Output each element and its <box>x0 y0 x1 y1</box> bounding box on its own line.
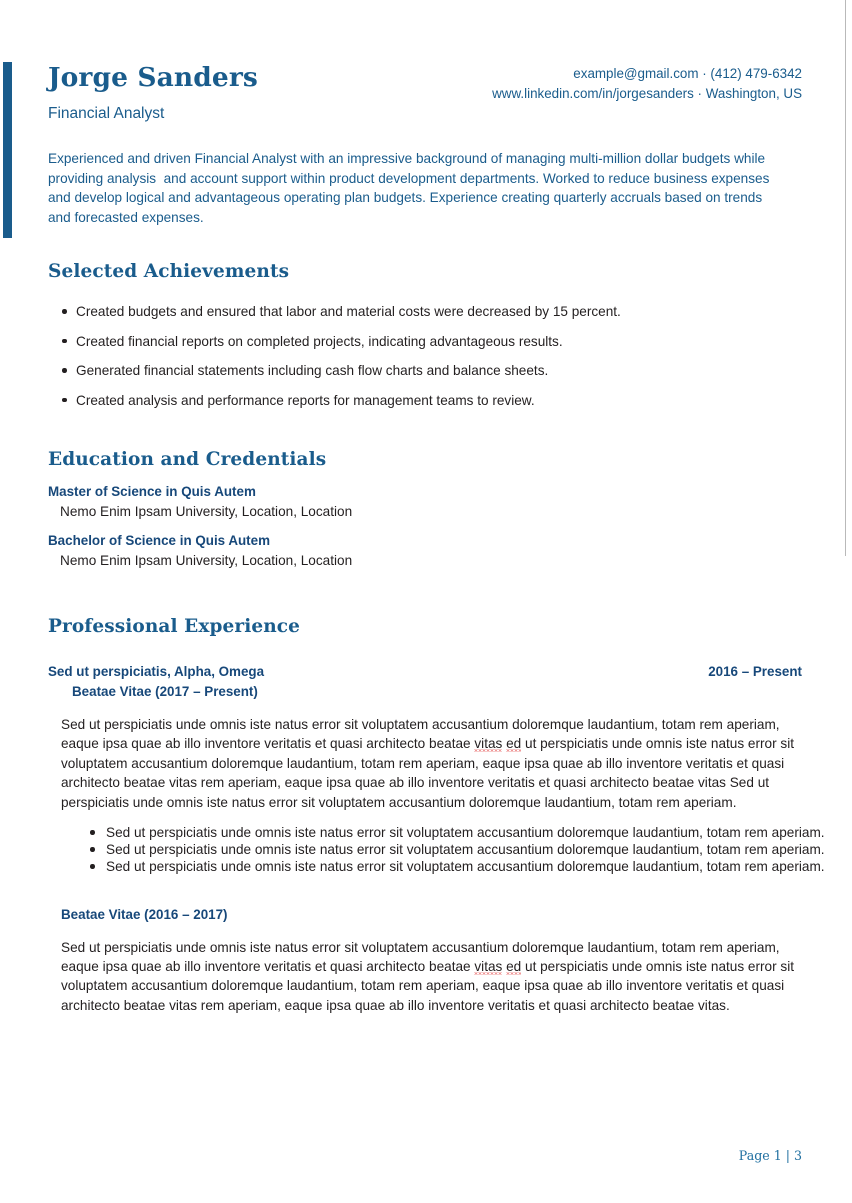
resume-header <box>48 0 802 124</box>
section-heading-experience: Professional Experience <box>48 615 300 637</box>
list-item: Sed ut perspiciatis unde omnis iste natus error sit voluptatem accusantium doloremque laudantium, totam rem aperiam. <box>78 841 826 858</box>
list-item: Created analysis and performance reports for management teams to review. <box>48 391 802 410</box>
education-school: Nemo Enim Ipsam University, Location, Location <box>60 552 353 568</box>
candidate-job-title: Financial Analyst <box>48 105 165 122</box>
contact-line-linkedin-location[interactable]: www.linkedin.com/in/jorgesanders · Washington, US <box>492 85 802 101</box>
list-item: Sed ut perspiciatis unde omnis iste natus error sit voluptatem accusantium doloremque laudantium, totam rem aperiam. <box>78 858 826 875</box>
job-description <box>48 938 803 1016</box>
job-role: Beatae Vitae (2016 – 2017) <box>61 906 228 922</box>
list-item: Sed ut perspiciatis unde omnis iste natus error sit voluptatem accusantium doloremque laudantium, totam rem aperiam. <box>78 824 826 841</box>
education-entry <box>48 532 802 570</box>
page-number-footer: Page 1 | 3 <box>738 1148 802 1163</box>
job-description-text: ut perspiciatis unde omnis iste natus error sit voluptatem accusantium doloremque laudantium, totam rem aperiam, eaque ipsa quae ab illo inventore veritatis et quasi architecto beatae vitas rem aperiam, eaque ipsa quae ab illo inventore veritatis et quasi architecto beatae vitas Sed ut perspiciatis unde omnis iste natus error sit voluptatem accusantium doloremque laudantium, totam rem aperiam. <box>61 736 794 810</box>
education-entry <box>48 483 802 521</box>
professional-summary: Experienced and driven Financial Analyst with an impressive background of managing multi-million dollar budgets while providing analysis and account support within product development departments. Worked to reduce business expenses and develop logical and advantageous operating plan budgets. Experience creating quarterly accruals based on trends and forecasted expenses. <box>48 151 774 225</box>
job-role: Beatae Vitae (2017 – Present) <box>72 683 258 699</box>
list-item: Created budgets and ensured that labor and material costs were decreased by 15 percent. <box>48 302 802 321</box>
candidate-name: Jorge Sanders <box>48 62 258 93</box>
education-school: Nemo Enim Ipsam University, Location, Location <box>60 503 353 519</box>
job-company: Sed ut perspiciatis, Alpha, Omega <box>48 663 265 679</box>
contact-info <box>492 64 802 103</box>
experience-entry <box>48 663 825 876</box>
education-degree: Master of Science in Quis Autem <box>48 483 256 499</box>
job-header <box>48 663 802 681</box>
job-description <box>48 715 803 812</box>
section-heading-achievements: Selected Achievements <box>48 261 290 283</box>
misspelled-word[interactable]: ed <box>506 736 522 752</box>
experience-entry <box>48 906 802 1016</box>
list-item: Generated financial statements including cash flow charts and balance sheets. <box>48 361 802 380</box>
experience-list <box>48 663 825 1015</box>
job-description-text: ut perspiciatis unde omnis iste natus error sit voluptatem accusantium doloremque laudantium, totam rem aperiam, eaque ipsa quae ab illo inventore veritatis et quasi architecto beatae vitas rem aperiam, eaque ipsa quae ab illo inventore veritatis et quasi architecto beatae vitas. <box>61 958 794 1013</box>
list-item: Created financial reports on completed projects, indicating advantageous results. <box>48 332 802 351</box>
vertical-scrollbar[interactable] <box>842 0 852 1203</box>
left-accent-bar <box>3 62 12 238</box>
contact-line-email-phone[interactable]: example@gmail.com · (412) 479-6342 <box>573 66 802 81</box>
job-bullet-list <box>48 824 825 876</box>
job-description-text: Sed ut perspiciatis unde omnis iste natus error sit voluptatem accusantium doloremque laudantium, totam rem aperiam, eaque ipsa quae ab illo inventore veritatis et quasi architecto beatae <box>61 939 780 974</box>
education-degree: Bachelor of Science in Quis Autem <box>48 532 270 548</box>
misspelled-word[interactable]: vitas <box>474 958 503 974</box>
job-dates: 2016 – Present <box>708 663 802 679</box>
misspelled-word[interactable]: vitas <box>474 736 503 752</box>
scrollbar-thumb[interactable] <box>845 0 846 556</box>
job-description-text: Sed ut perspiciatis unde omnis iste natus error sit voluptatem accusantium doloremque laudantium, totam rem aperiam, eaque ipsa quae ab illo inventore veritatis et quasi architecto beatae <box>61 716 780 752</box>
misspelled-word[interactable]: ed <box>506 958 522 974</box>
achievements-list <box>48 302 802 410</box>
section-heading-education: Education and Credentials <box>48 448 327 470</box>
resume-content <box>48 0 825 1015</box>
